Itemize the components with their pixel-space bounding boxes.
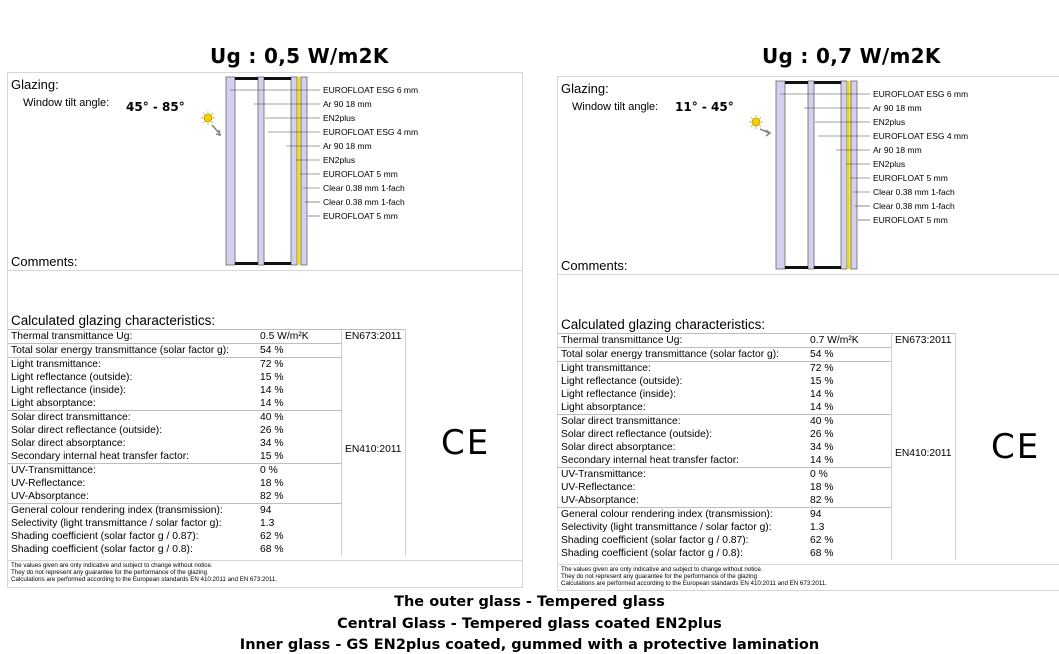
- row-label: General colour rendering index (transmission):: [8, 504, 257, 518]
- row-value: 72 %: [807, 362, 892, 376]
- layer-label: Ar 90 18 mm: [323, 141, 372, 151]
- row-value: 0.5 W/m²K: [257, 330, 342, 344]
- layer-label: EN2plus: [323, 113, 356, 123]
- row-value: 18 %: [810, 482, 834, 493]
- row-label: UV-Reflectance:: [11, 478, 86, 489]
- layer-label: EUROFLOAT 5 mm: [873, 173, 948, 183]
- disclaimer-line: They do not represent any guarantee for the performance of the glazing: [561, 572, 758, 580]
- row-label: Total solar energy transmittance (solar factor g):: [8, 344, 257, 358]
- disclaimer-line: The values given are only indicative and subject to change without notice.: [11, 562, 213, 569]
- row-value: 0 %: [257, 464, 342, 478]
- divider: [8, 560, 522, 561]
- row-label: Solar direct transmittance:: [8, 411, 257, 425]
- row-label: Light absorptance:: [11, 398, 96, 409]
- row-value: 15 %: [260, 372, 284, 383]
- row-label: UV-Reflectance:: [561, 482, 636, 493]
- layer-label: Ar 90 18 mm: [323, 99, 372, 109]
- row-label: Shading coefficient (solar factor g / 0.87):: [11, 531, 199, 542]
- row-label: Solar direct reflectance (outside):: [11, 425, 163, 436]
- disclaimer: [561, 567, 827, 587]
- ce-mark: CE: [441, 423, 491, 463]
- properties-table: [8, 329, 406, 556]
- row-label: UV-Transmittance:: [558, 468, 807, 482]
- tilt-angle-label: Window tilt angle:: [23, 97, 110, 109]
- tilt-angle-label: Window tilt angle:: [572, 101, 659, 113]
- glazing-title: Glazing:: [11, 77, 59, 92]
- row-value: 14 %: [810, 389, 834, 400]
- glazing-title: Glazing:: [561, 81, 609, 96]
- table-row: [8, 344, 406, 358]
- layer-label: EUROFLOAT ESG 6 mm: [873, 89, 969, 99]
- table-row: [558, 348, 956, 362]
- layer-label: EN2plus: [323, 155, 356, 165]
- row-value: 94: [257, 504, 342, 518]
- row-label: Solar direct absorptance:: [11, 438, 126, 449]
- calc-title: Calculated glazing characteristics:: [11, 313, 216, 328]
- row-label: UV-Transmittance:: [8, 464, 257, 478]
- row-label: General colour rendering index (transmission):: [558, 508, 807, 522]
- layer-leader-lines: [230, 83, 320, 243]
- row-value: 18 %: [260, 478, 284, 489]
- divider: [8, 270, 522, 271]
- disclaimer-line: The values given are only indicative and subject to change without notice.: [561, 566, 763, 573]
- row-label: Solar direct absorptance:: [561, 442, 676, 453]
- glazing-datasheet: [7, 72, 523, 588]
- table-row: [8, 330, 406, 344]
- row-value: 54 %: [807, 348, 892, 362]
- row-label: Light reflectance (outside):: [11, 372, 133, 383]
- row-value: 26 %: [810, 429, 834, 440]
- divider: [558, 564, 1059, 565]
- row-value: 34 %: [260, 438, 284, 449]
- row-label: Light reflectance (inside):: [561, 389, 677, 400]
- panel-heading: Ug : 0,5 W/m2K: [210, 44, 389, 68]
- layer-label: EUROFLOAT ESG 6 mm: [323, 85, 419, 95]
- row-value: 40 %: [807, 415, 892, 429]
- row-value: 72 %: [257, 358, 342, 372]
- row-label: UV-Absorptance:: [11, 491, 89, 502]
- properties-table: [558, 333, 956, 560]
- footer-line: Inner glass - GS EN2plus coated, gummed with a protective lamination: [239, 637, 820, 653]
- row-value: 68 %: [810, 548, 834, 559]
- tilt-angle-value: 45° - 85°: [126, 100, 185, 114]
- disclaimer-line: They do not represent any guarantee for the performance of the glazing: [11, 568, 208, 576]
- layer-label: Clear 0.38 mm 1-fach: [873, 187, 955, 197]
- comments-title: Comments:: [561, 258, 628, 273]
- row-label: Shading coefficient (solar factor g / 0.8):: [561, 548, 743, 559]
- glazing-datasheet: [557, 76, 1059, 591]
- layer-label: EUROFLOAT ESG 4 mm: [873, 131, 969, 141]
- row-value: 14 %: [810, 455, 834, 466]
- standard-label: EN673:2011: [342, 330, 406, 344]
- row-label: Total solar energy transmittance (solar factor g):: [558, 348, 807, 362]
- standard-label: EN410:2011: [892, 348, 956, 561]
- row-label: Solar direct transmittance:: [558, 415, 807, 429]
- row-value: 0 %: [807, 468, 892, 482]
- row-value: 26 %: [260, 425, 284, 436]
- layer-leader-lines: [780, 87, 870, 247]
- standard-label: EN673:2011: [892, 334, 956, 348]
- comments-title: Comments:: [11, 254, 78, 269]
- layer-label: EUROFLOAT 5 mm: [873, 215, 948, 225]
- row-value: 14 %: [260, 385, 284, 396]
- row-value: 94: [807, 508, 892, 522]
- divider: [558, 274, 1059, 275]
- disclaimer-line: Calculations are performed according to the European standards EN 410:2011 and EN 673:2011.: [11, 575, 278, 583]
- row-label: Selectivity (light transmittance / solar factor g):: [561, 522, 772, 533]
- layer-label: Clear 0.38 mm 1-fach: [323, 197, 405, 207]
- layer-label: Clear 0.38 mm 1-fach: [873, 201, 955, 211]
- row-label: Shading coefficient (solar factor g / 0.87):: [561, 535, 749, 546]
- footer-line: The outer glass - Tempered glass: [394, 594, 665, 610]
- row-value: 14 %: [260, 398, 284, 409]
- row-value: 1.3: [810, 522, 825, 533]
- layer-label: Ar 90 18 mm: [873, 103, 922, 113]
- row-value: 62 %: [260, 531, 284, 542]
- ce-mark: CE: [991, 427, 1041, 467]
- standard-label: EN410:2011: [342, 344, 406, 557]
- row-label: Selectivity (light transmittance / solar factor g):: [11, 518, 222, 529]
- disclaimer-line: Calculations are performed according to the European standards EN 410:2011 and EN 673:2011.: [561, 579, 828, 587]
- row-value: 14 %: [810, 402, 834, 413]
- calc-title: Calculated glazing characteristics:: [561, 317, 766, 332]
- tilt-angle-value: 11° - 45°: [675, 100, 734, 114]
- layer-label: EUROFLOAT ESG 4 mm: [323, 127, 419, 137]
- row-label: Thermal transmittance Ug:: [8, 330, 257, 344]
- row-value: 15 %: [260, 451, 284, 462]
- row-label: Light transmittance:: [558, 362, 807, 376]
- row-value: 15 %: [810, 376, 834, 387]
- layer-label: Ar 90 18 mm: [873, 145, 922, 155]
- footer-line: Central Glass - Tempered glass coated EN2plus: [337, 616, 722, 632]
- row-value: 82 %: [260, 491, 284, 502]
- row-value: 40 %: [257, 411, 342, 425]
- row-label: Light reflectance (inside):: [11, 385, 127, 396]
- sun-icon: [201, 111, 225, 141]
- row-value: 1.3: [260, 518, 275, 529]
- panel-heading: Ug : 0,7 W/m2K: [762, 44, 941, 68]
- row-label: UV-Absorptance:: [561, 495, 639, 506]
- layer-label: EUROFLOAT 5 mm: [323, 169, 398, 179]
- layer-label: EUROFLOAT 5 mm: [323, 211, 398, 221]
- layer-label: EN2plus: [873, 159, 906, 169]
- row-value: 82 %: [810, 495, 834, 506]
- row-label: Secondary internal heat transfer factor:: [11, 451, 190, 462]
- row-label: Solar direct reflectance (outside):: [561, 429, 713, 440]
- row-label: Secondary internal heat transfer factor:: [561, 455, 740, 466]
- row-value: 62 %: [810, 535, 834, 546]
- row-label: Thermal transmittance Ug:: [558, 334, 807, 348]
- disclaimer: [11, 563, 277, 583]
- row-label: Light transmittance:: [8, 358, 257, 372]
- table-row: [558, 334, 956, 348]
- layer-label: Clear 0.38 mm 1-fach: [323, 183, 405, 193]
- layer-label: EN2plus: [873, 117, 906, 127]
- row-label: Light reflectance (outside):: [561, 376, 683, 387]
- row-label: Shading coefficient (solar factor g / 0.8):: [11, 544, 193, 555]
- row-value: 54 %: [257, 344, 342, 358]
- sun-icon: [749, 115, 773, 145]
- row-label: Light absorptance:: [561, 402, 646, 413]
- row-value: 34 %: [810, 442, 834, 453]
- row-value: 68 %: [260, 544, 284, 555]
- row-value: 0.7 W/m²K: [807, 334, 892, 348]
